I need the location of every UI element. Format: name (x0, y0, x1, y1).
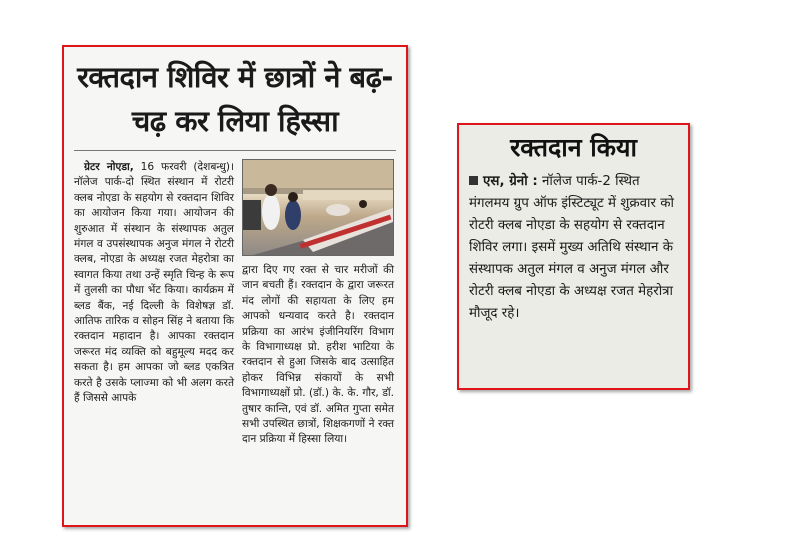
clipping-1-column-1-text: 16 फरवरी (देशबन्धु)। नॉलेज पार्क-दो स्थित संस्थान में रोटरी क्लब नोएडा के सहयोग से रक्तदान शिविर का आयोजन किया गया। आयोजन की शुरुआत में संस्थान के संस्थापक अतुल मंगल व उपसंस्थापक अनुज मंगल ने रोटरी क्लब, नोएडा के अध्यक्ष रजत मेहरोत्रा का स्वागत किया तथा उन्हें स्मृति चिन्ह के रूप में तुलसी का पौधा भेंट किया। कार्यक्रम में ब्लड बैंक, नई दिल्ली के विशेषज्ञ डॉ. आतिफ तारिक व सोहन सिंह ने बताया कि रक्तदान महादान है। आपका रक्तदान जरूरत मंद व्यक्ति को बहुमूल्य मदद कर सकता है। हम आपका जो ब्लड एकत्रित करते है उसके प्लाज्मा को भी अलग करते हैं जिससे आपके (74, 161, 234, 405)
blood-donation-photo (242, 159, 394, 256)
clipping-2-dateline: एस, ग्रेनो : (483, 174, 538, 189)
clipping-2-body (469, 171, 681, 325)
clipping-2-body-text: नॉलेज पार्क-2 स्थित मंगलमय ग्रुप ऑफ इंस्टिट्यूट में शुक्रवार को रोटरी क्लब नोएडा के सहयोग से रक्तदान शिविर लगा। इसमें मुख्य अतिथि संस्थान के संस्थापक अतुल मंगल व अनुज मंगल और रोटरी क्लब नोएडा के अध्यक्ष रजत मेहरोत्रा मौजूद रहे। (469, 174, 674, 321)
news-clipping-2 (457, 123, 690, 390)
clipping-2-headline: रक्तदान किया (510, 133, 637, 162)
clipping-1-column-1 (74, 160, 234, 407)
blood-donation-photo-graphic (243, 160, 393, 255)
bullet-square-icon (469, 176, 478, 185)
news-clipping-1 (62, 45, 408, 527)
headline-divider (74, 150, 396, 151)
clipping-1-column-2 (242, 263, 394, 448)
clipping-1-column-2-text: द्वारा दिए गए रक्त से चार मरीजों की जान बचती हैं। रक्तदान के द्वारा जरूरत मंद लोगों की सहायता के लिए हम आपको धन्यवाद करते है। रक्तदान प्रक्रिया का आरंभ इंजीनियरिंग विभाग के विभागाध्यक्ष प्रो. हरीश भाटिया के रक्तदान से हुआ जिसके बाद उत्साहित होकर विभिन्न संकायों के सभी विभागाध्यक्षों प्रो. (डॉ.) के. के. गौर, डॉ. तुषार कान्ति, एवं डॉ. अमित गुप्ता समेत सभी उपस्थित छात्रों, शिक्षकगणों ने रक्त दान प्रक्रिया में हिस्सा लिया। (242, 264, 394, 446)
clipping-1-headline: रक्तदान शिविर में छात्रों ने बढ़-चढ़ कर लिया हिस्सा (77, 60, 393, 138)
clipping-1-dateline: ग्रेटर नोएडा, (84, 161, 134, 173)
